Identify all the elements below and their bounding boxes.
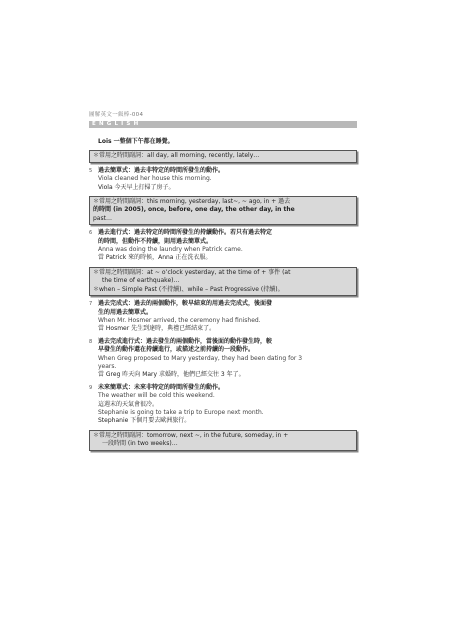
item-number: 8 (89, 338, 93, 345)
adverb-box-line: the time of earthquake)… (102, 277, 180, 285)
example-chinese: 當 Hosmer 先生到達時，典禮已經結束了。 (98, 325, 216, 333)
example-chinese: 當 Greg 昨天向 Mary 求婚時，他們已經交往 3 年了。 (98, 371, 245, 379)
tense-rule: 過去完成進行式：過去發生的兩個動作，當後面的動作發生時，較 (98, 337, 273, 345)
item-number: 6 (89, 230, 93, 237)
tense-rule: 的時間，但動作不持續，則用過去簡單式。 (98, 237, 213, 245)
example-english: Stephanie is going to take a trip to Europe next month. (98, 408, 264, 416)
example-english: The weather will be cold this weekend. (98, 392, 215, 400)
adverb-box-line: ＊when – Simple Past (不持續)、while – Past Progressive (持續)。 (93, 285, 284, 293)
english-banner: ENGLISH (89, 121, 357, 128)
example-english: When Greg proposed to Mary yesterday, they had been dating for 3 (98, 354, 303, 362)
page-content (89, 138, 357, 455)
example-chinese: Stephanie 下個月要去歐洲旅行。 (98, 417, 191, 425)
tense-rule: 早發生的動作還在持續進行，或描述之前持續的一段動作。 (98, 346, 255, 354)
example-english: years. (98, 362, 117, 370)
example-english: When Mr. Hosmer arrived, the ceremony had finished. (98, 316, 261, 324)
tense-rule: 過去進行式：過去特定的時間所發生的持續動作。若只有過去特定 (98, 229, 273, 237)
adverb-box-text: ＊常用之時間副詞：all day, all morning, recently, lately… (93, 152, 260, 160)
tense-item-7 (89, 300, 357, 334)
item-number: 5 (89, 167, 93, 174)
adverb-box-present-perfect (89, 150, 357, 162)
example-chinese: 這週末的天氣會很冷。 (98, 400, 159, 408)
intro-line: Lois 一整個下午都在睡覺。 (98, 138, 174, 145)
adverb-box-line: ＊常用之時間副詞：at ~ o’clock yesterday, at the time of + 事件 (at (93, 268, 291, 276)
tense-rule: 生的用過去簡單式。 (98, 308, 153, 316)
example-chinese: Viola 今天早上打掃了房子。 (98, 183, 175, 191)
tense-rule: 過去簡單式：過去非特定的時間所發生的動作。 (98, 166, 225, 174)
book-title: 圖解英文一級棒-004 (89, 112, 144, 118)
adverb-box-line: 一段時間 (in two weeks)… (102, 440, 178, 448)
tense-rule: 過去完成式：過去的兩個動作，較早結束的用過去完成式，後面發 (98, 300, 273, 308)
page-header (89, 111, 357, 128)
tense-item-8 (89, 338, 357, 380)
adverb-box-line: past… (93, 214, 112, 222)
example-chinese: 當 Patrick 來的時候，Anna 正在洗衣服。 (98, 254, 212, 262)
tense-rule: 未來簡單式：未來非特定的時間所發生的動作。 (98, 383, 225, 391)
tense-item-9 (89, 384, 357, 426)
example-english: Viola cleaned her house this morning. (98, 175, 212, 183)
adverb-box-line: ＊常用之時間副詞：this morning, yesterday, last~, ~ ago, in + 過去 (93, 198, 291, 206)
adverb-box-past-simple (89, 196, 357, 225)
item-number: 9 (89, 384, 93, 391)
adverb-box-line: 的時間 (in 2005), once, before, one day, the other day, in the (93, 206, 295, 214)
example-english: Anna was doing the laundry when Patrick came. (98, 246, 243, 254)
adverb-box-past-progressive (89, 267, 357, 296)
tense-item-6 (89, 229, 357, 263)
item-number: 7 (89, 301, 93, 308)
tense-item-5 (89, 167, 357, 192)
adverb-box-line: ＊常用之時間副詞：tomorrow, next ~, in the future, someday, in + (93, 431, 289, 439)
adverb-box-future-simple (89, 430, 357, 451)
